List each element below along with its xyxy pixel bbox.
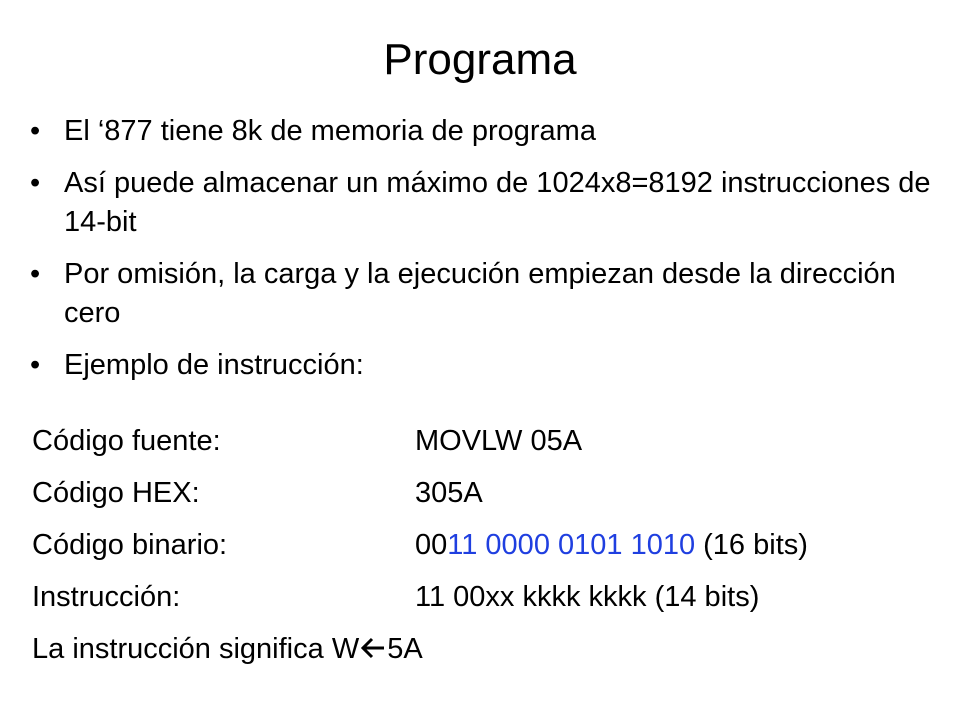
bullet-text: Así puede almacenar un máximo de 1024x8=8192 instrucciones de 14-bit xyxy=(64,167,931,238)
source-code-row xyxy=(32,422,582,461)
bullet-item xyxy=(30,164,940,242)
binary-suffix: (16 bits) xyxy=(695,529,808,561)
instruction-row xyxy=(32,578,759,617)
source-code-label: Código fuente: xyxy=(32,425,221,457)
hex-code-value: 305A xyxy=(415,477,483,509)
bullet-text: Ejemplo de instrucción: xyxy=(64,349,364,381)
bullet-text: El ‘877 tiene 8k de memoria de programa xyxy=(64,115,596,147)
slide-title: Programa xyxy=(383,35,577,84)
meaning-label: La instrucción significa xyxy=(32,633,324,665)
bullet-dot-icon: • xyxy=(30,167,41,199)
binary-prefix: 00 xyxy=(415,529,448,561)
hex-code-label: Código HEX: xyxy=(32,477,200,509)
source-code-value: MOVLW 05A xyxy=(415,425,583,457)
meaning-target: W xyxy=(331,633,360,665)
bullet-item xyxy=(30,346,940,385)
left-arrow-icon xyxy=(360,631,386,670)
bullet-dot-icon: • xyxy=(30,258,41,290)
binary-highlight: 11 0000 0101 1010 xyxy=(447,529,696,561)
bullet-list xyxy=(30,112,940,398)
binary-code-row xyxy=(32,526,808,565)
instruction-label: Instrucción: xyxy=(32,581,181,613)
bullet-dot-icon: • xyxy=(30,349,41,381)
bullet-text: Por omisión, la carga y la ejecución empiezan desde la dirección cero xyxy=(64,258,896,329)
bullet-dot-icon: • xyxy=(30,115,41,147)
bullet-item xyxy=(30,112,940,151)
instruction-value: 11 00xx kkkk kkkk (14 bits) xyxy=(415,581,760,613)
binary-code-label: Código binario: xyxy=(32,529,228,561)
hex-code-row xyxy=(32,474,483,513)
bullet-item xyxy=(30,255,940,333)
meaning-operand: 5A xyxy=(387,633,423,665)
meaning-row xyxy=(32,630,423,670)
